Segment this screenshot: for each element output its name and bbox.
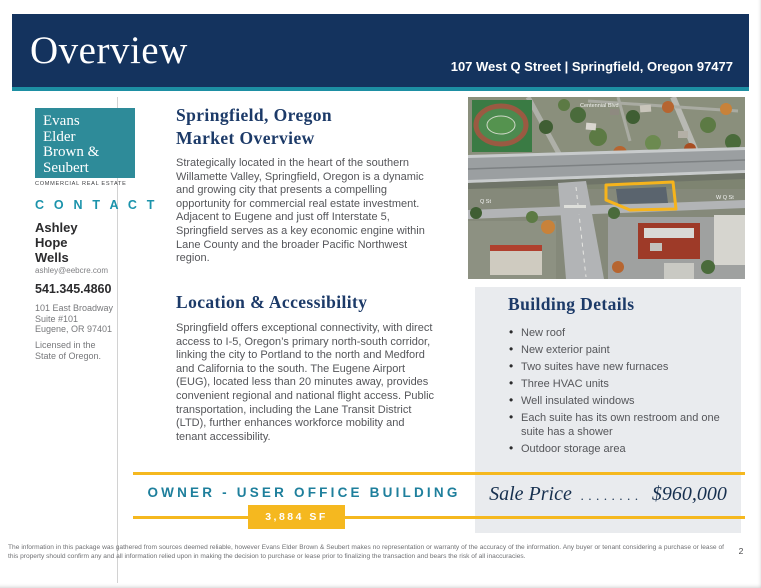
building-detail-item: • Three HVAC units — [521, 378, 733, 392]
aerial-photo-graphic — [468, 97, 745, 279]
footer-disclaimer: The information in this package was gathered from sources deemed reliable, however Evans Elder Brown & Seubert makes no representation or warranty of the accuracy of the information. Any buyer or tenant considering a purchase or lease of this property should confirm any and all information relied upon in making the decision to purchase or lease prior to finalizing the transaction and bears the risk of all inaccuracies. — [8, 544, 724, 560]
building-detail-item: • New exterior paint — [521, 344, 733, 358]
license-line: State of Oregon. — [35, 350, 102, 361]
sale-price-row — [475, 477, 741, 511]
location-accessibility-heading: Location & Accessibility — [176, 292, 368, 312]
agent-last-name: Wells — [35, 250, 69, 265]
address-line: 101 East Broadway — [35, 303, 114, 313]
building-details-heading: Building Details — [508, 294, 635, 314]
property-type-banner: OWNER - USER OFFICE BUILDING — [147, 485, 461, 500]
license-line: Licensed in the — [35, 340, 96, 350]
building-detail-item: • New roof — [521, 327, 733, 341]
header-address: 107 West Q Street | Springfield, Oregon 97477 — [450, 59, 733, 74]
highlight-rule-bottom — [133, 516, 745, 519]
market-overview-paragraph: Strategically located in the heart of the southern Willamette Valley, Springfield, Oregon is a dynamic and growing city that presents a compelling opportunity for commercial real estate investment. Adjacent to Eugene and just off Interstate 5, Springfield serves as a key economic engine within Lane County and the broader Pacific Northwest region. — [176, 157, 425, 265]
agent-name — [35, 220, 78, 265]
logo-line: Brown & — [43, 144, 100, 160]
sale-price-value: $960,000 — [651, 482, 727, 505]
heading-line: Springfield, Oregon — [176, 105, 333, 125]
address-line: Suite #101 — [35, 313, 79, 324]
building-details-list — [521, 327, 733, 460]
photo-label-centennial: Centennial Blvd — [580, 103, 619, 109]
page-title: Overview — [30, 29, 188, 72]
location-accessibility-paragraph: Springfield offers exceptional connectivity, with direct access to I-5, Oregon’s primary north-south corridor, linking the city to Portland to the north and Medford and California to the south. The Eugene Airport (EUG), located less than 20 minutes away, provides convenient regional and national flight access. Public transportation, including the Lane Transit District (LTD), further enhances workforce mobility and tenant accessibility. — [176, 322, 435, 443]
building-detail-item: • Two suites have new furnaces — [521, 361, 733, 375]
building-detail-item: • Each suite has its own restroom and one suite has a shower — [521, 412, 733, 439]
company-logo — [35, 108, 135, 178]
office-address — [35, 303, 113, 335]
agent-middle-name: Hope — [35, 235, 68, 250]
agent-email: ashley@eebcre.com — [35, 266, 109, 275]
sale-price-label: Sale Price — [489, 482, 572, 505]
building-size-badge: 3,884 SF — [248, 505, 345, 529]
address-line: Eugene, OR 97401 — [35, 324, 113, 334]
page-number: 2 — [738, 546, 744, 556]
logo-line: Elder — [43, 128, 76, 145]
header-bar — [12, 14, 749, 87]
contact-heading: C O N T A C T — [35, 198, 158, 212]
highlight-rule-top — [133, 472, 745, 475]
heading-line: Market Overview — [176, 128, 315, 148]
license-note — [35, 340, 101, 361]
agent-first-name: Ashley — [35, 220, 78, 235]
logo-line: Evans — [43, 113, 80, 129]
agent-phone: 541.345.4860 — [35, 282, 112, 296]
photo-label-q-st: Q St — [480, 199, 492, 205]
market-overview-heading — [176, 104, 332, 150]
sale-price-leader-dots: ........ — [580, 488, 643, 503]
building-detail-item: • Outdoor storage area — [521, 443, 733, 457]
logo-line: Seubert — [43, 159, 89, 176]
header-accent-strip — [12, 87, 749, 91]
logo-tagline: COMMERCIAL REAL ESTATE — [35, 181, 127, 187]
building-detail-item: • Well insulated windows — [521, 395, 733, 409]
photo-label-w-q-st: W Q St — [716, 195, 734, 201]
aerial-photo — [468, 97, 745, 279]
